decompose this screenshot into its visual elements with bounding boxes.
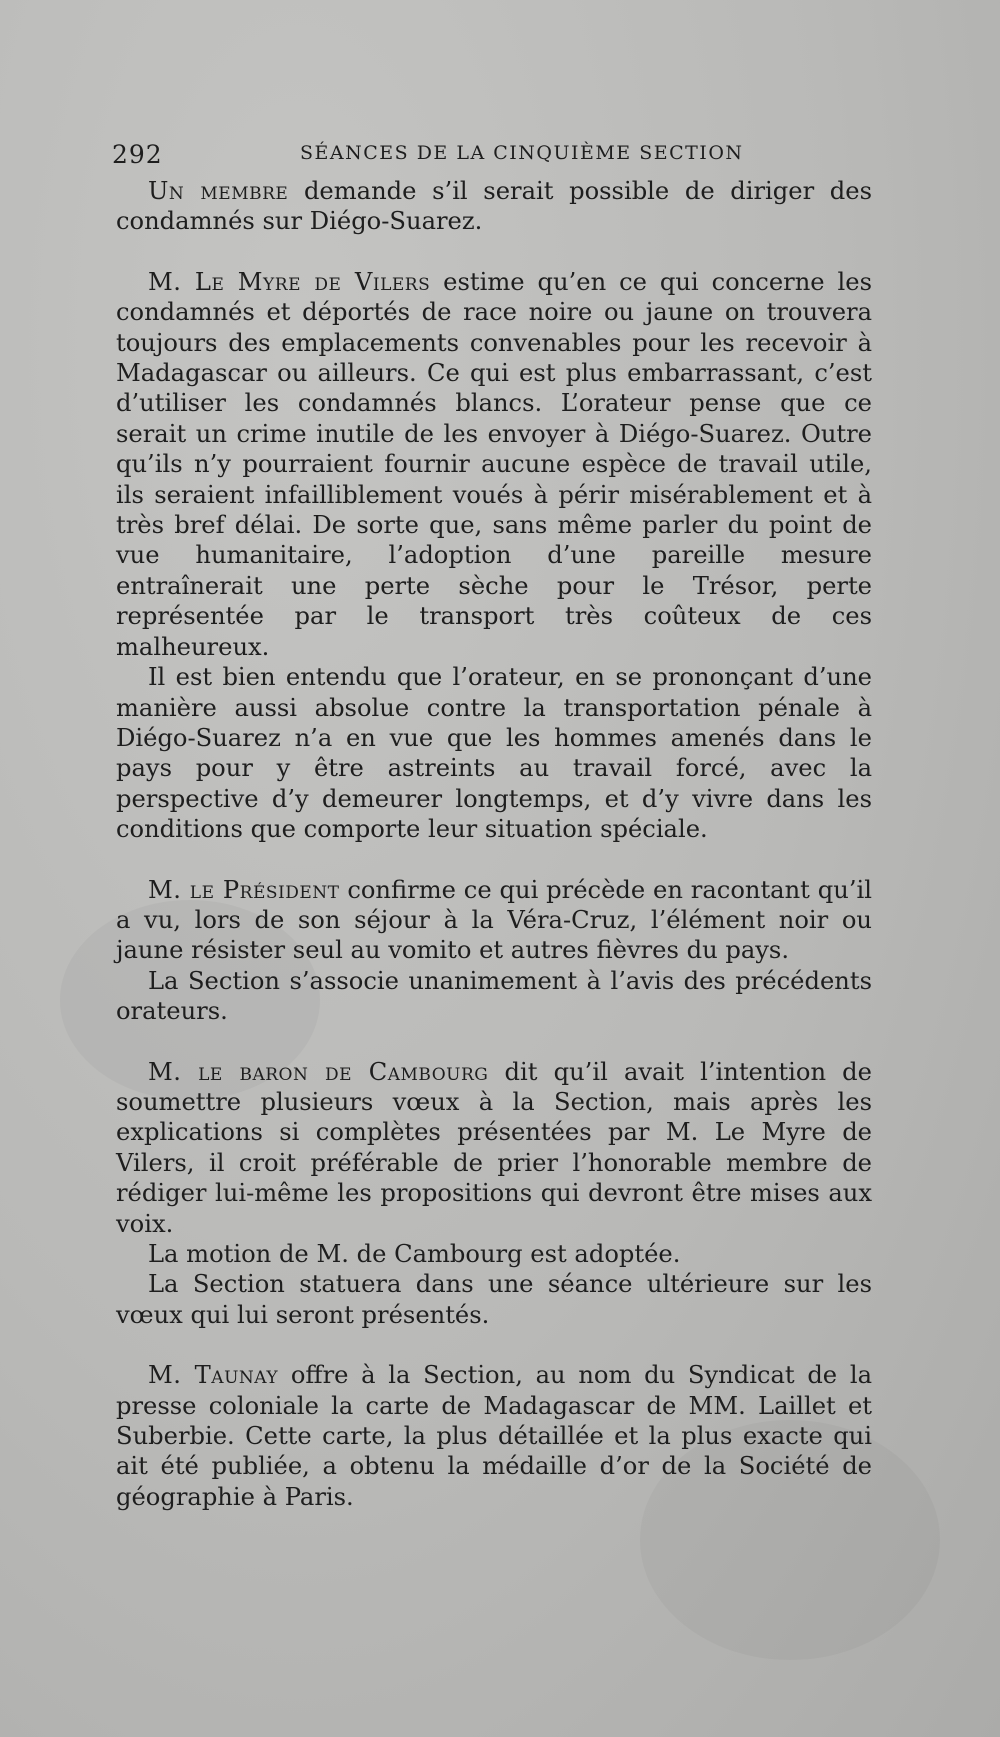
paragraph-text: confirme ce qui précède en racontant qu’il a vu, lors de son séjour à la Véra-Cruz, l’élément noir ou jaune résister seul au vomito et autres fièvres du pays. <box>116 875 872 965</box>
paragraph-taunay <box>116 1360 872 1512</box>
paragraph-baron-de-cambourg <box>116 1057 872 1239</box>
paragraph-le-myre-de-vilers <box>116 267 872 662</box>
page-number: 292 <box>112 140 163 169</box>
paragraph-future-session <box>116 1269 872 1330</box>
paragraph-text: La Section s’associe unanimement à l’avis des précédents orateurs. <box>116 966 872 1026</box>
paragraph-president <box>116 875 872 966</box>
paragraph-member-question <box>116 176 872 237</box>
paragraph-text: offre à la Section, au nom du Syndicat de la presse coloniale la carte de Madagascar de MM. Laillet et Suberbie. Cette carte, la plus détaillée et la plus exacte qui ait été publiée, a obtenu la médaille d’or de la Société de géographie à Paris. <box>116 1361 872 1511</box>
speaker-name: Un membre <box>148 177 289 205</box>
body-text <box>116 176 872 1512</box>
paragraph-text: Il est bien entendu que l’orateur, en se prononçant d’une manière aussi absolue contre la transportation pénale à Diégo-Suarez n’a en vue que les hommes amenés dans le pays pour y être astreints au travail forcé, avec la perspective d’y demeurer longtemps, et d’y vivre dans les conditions que comporte leur situation spéciale. <box>116 663 872 844</box>
running-title: SÉANCES DE LA CINQUIÈME SECTION <box>300 142 744 164</box>
speaker-name: M. le Président <box>148 875 340 904</box>
running-head <box>112 140 892 170</box>
speaker-name: M. le baron de Cambourg <box>148 1057 489 1086</box>
paragraph-clarification <box>116 662 872 844</box>
paragraph-motion-adopted <box>116 1239 872 1269</box>
speaker-name: M. Le Myre de Vilers <box>148 267 431 296</box>
paragraph-text: dit qu’il avait l’intention de soumettre plusieurs vœux à la Section, mais après les explications si complètes présentées par M. Le Myre de Vilers, il croit préférable de prier l’honorable membre de rédiger lui-même les propositions qui devront être mises aux voix. <box>116 1057 872 1238</box>
paragraph-text: La Section statuera dans une séance ultérieure sur les vœux qui lui seront présentés. <box>116 1270 872 1329</box>
paragraph-section-agrees <box>116 966 872 1027</box>
paragraph-text: La motion de M. de Cambourg est adoptée. <box>148 1240 681 1268</box>
paragraph-text: demande s’il serait possible de diriger des condamnés sur Diégo-Suarez. <box>116 177 872 236</box>
paragraph-text: estime qu’en ce qui concerne les condamnés et déportés de race noire ou jaune on trouvera toujours des emplacements convenables pour les recevoir à Madagascar ou ailleurs. Ce qui est plus embarrassant, c’est d’utiliser les condamnés blancs. L’orateur pense que ce serait un crime inutile de les envoyer à Diégo-Suarez. Outre qu’ils n’y pourraient fournir aucune espèce de travail utile, ils seraient infailliblement voués à périr misérablement et à très bref délai. De sorte que, sans même parler du point de vue humanitaire, l’adoption d’une pareille mesure entraînerait une perte sèche pour le Trésor, perte représentée par le transport très coûteux de ces malheureux. <box>116 267 872 661</box>
speaker-name: M. Taunay <box>148 1361 279 1390</box>
